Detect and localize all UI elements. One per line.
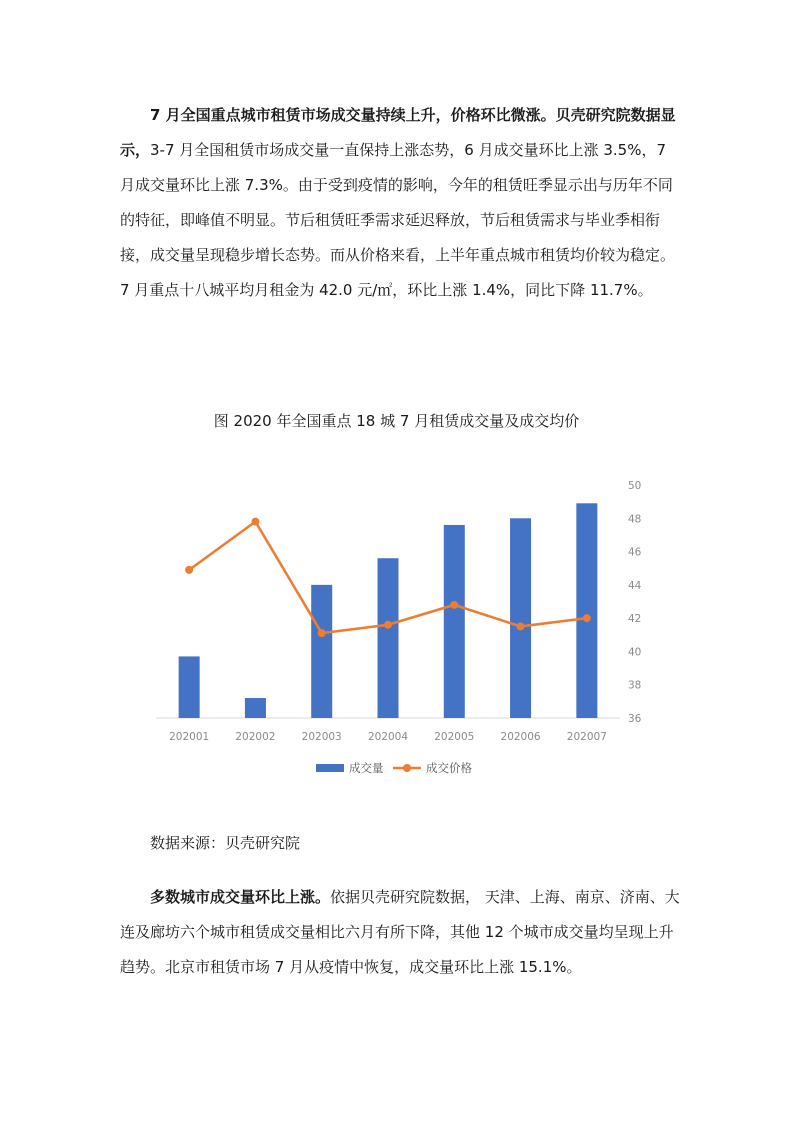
legend-swatch-bar bbox=[316, 764, 344, 772]
bar-202004 bbox=[378, 558, 399, 718]
price-point-202005 bbox=[450, 601, 458, 609]
x-tick-label: 202003 bbox=[301, 731, 342, 743]
x-tick-label: 202007 bbox=[566, 731, 607, 743]
y-tick-label: 36 bbox=[628, 713, 642, 725]
price-point-202003 bbox=[318, 629, 326, 637]
bar-202001 bbox=[179, 656, 200, 718]
paragraph-2-bold: 多数城市成交量环比上涨。 bbox=[150, 888, 331, 906]
figure-caption: 图 2020 年全国重点 18 城 7 月租赁成交量及成交均价 bbox=[213, 412, 580, 430]
legend-label-volume: 成交量 bbox=[349, 761, 384, 775]
y-tick-label: 50 bbox=[628, 480, 642, 492]
y-tick-label: 42 bbox=[628, 613, 642, 626]
bar-202002 bbox=[245, 698, 266, 718]
price-point-202007 bbox=[583, 614, 591, 622]
legend-label-price: 成交价格 bbox=[426, 761, 472, 775]
price-point-202002 bbox=[251, 518, 259, 526]
paragraph-1-text: 3-7 月全国租赁市场成交量一直保持上涨态势，6 月成交量环比上涨 3.5%，7 月成交量环比上涨 7.3%。由于受到疫情的影响，今年的租赁旺季显示出与历年不同的特征，即峰值不明显。节后租赁旺季需求延迟释放，节后租赁需求与毕业季相衔接，成交量呈现稳步增长态势。而从价格来看，上半年重点城市租赁均价较为稳定。7 月重点十八城平均月租金为 42.0 元/㎡，环比上涨 1.4%，同比下降 11.7%。 bbox=[120, 141, 676, 299]
paragraph-2-text: 依据贝壳研究院数据， 天津、上海、南京、济南、大连及廊坊六个城市租赁成交量相比六月有所下降，其他 12 个城市成交量均呈现上升趋势。北京市租赁市场 7 月从疫情中恢复，成交量环比上涨 15.1%。 bbox=[120, 888, 680, 976]
y-tick-label: 46 bbox=[628, 546, 642, 559]
y-tick-label: 44 bbox=[628, 579, 642, 592]
bar-202003 bbox=[311, 585, 332, 718]
source-note: 数据来源：贝壳研究院 bbox=[150, 834, 301, 852]
x-tick-label: 202006 bbox=[500, 731, 541, 743]
paragraph-2 bbox=[120, 880, 680, 985]
legend-swatch-marker bbox=[403, 764, 411, 772]
x-tick-label: 202002 bbox=[235, 731, 276, 743]
x-tick-label: 202004 bbox=[367, 731, 409, 743]
y-tick-label: 48 bbox=[628, 513, 642, 526]
x-tick-label: 202001 bbox=[169, 731, 210, 743]
x-tick-label: 202005 bbox=[434, 731, 475, 743]
price-point-202006 bbox=[517, 622, 525, 630]
paragraph-1-bold: 7 月全国重点城市租赁市场成交量持续上升，价格环比微涨。贝壳研究院数据显示， bbox=[120, 106, 676, 159]
price-point-202004 bbox=[384, 621, 392, 629]
bar-202005 bbox=[444, 525, 465, 718]
price-point-202001 bbox=[185, 566, 193, 574]
y-tick-label: 38 bbox=[628, 679, 642, 692]
y-tick-label: 40 bbox=[628, 646, 642, 659]
bar-202006 bbox=[510, 518, 531, 718]
bar-202007 bbox=[576, 503, 597, 718]
